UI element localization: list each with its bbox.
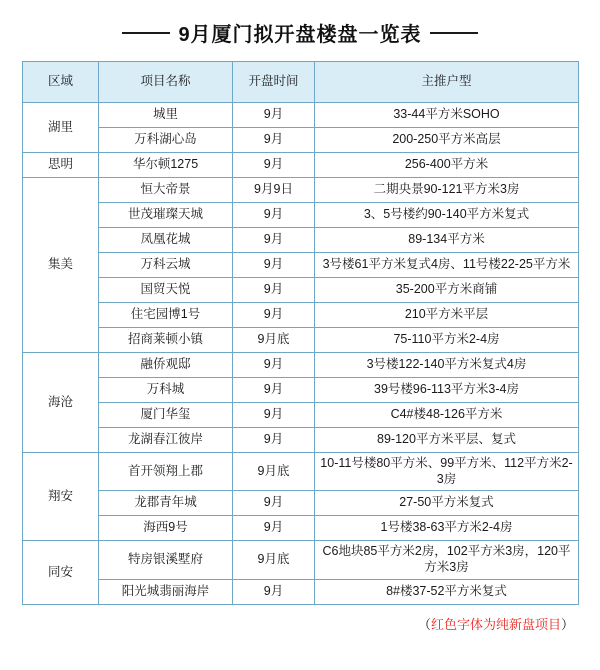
table-header [23, 62, 579, 103]
cell-unit-type: 33-44平方米SOHO [315, 103, 579, 128]
cell-region: 湖里 [23, 103, 99, 153]
table-row [23, 228, 579, 253]
cell-region: 海沧 [23, 353, 99, 453]
table-row [23, 541, 579, 579]
table-row [23, 303, 579, 328]
cell-open-date: 9月 [233, 153, 315, 178]
cell-region: 集美 [23, 178, 99, 353]
cell-open-date: 9月 [233, 278, 315, 303]
cell-unit-type: 210平方米平层 [315, 303, 579, 328]
cell-project-name: 厦门华玺 [99, 403, 233, 428]
cell-unit-type: 3号楼122-140平方米复式4房 [315, 353, 579, 378]
column-header-region: 区域 [23, 62, 99, 103]
cell-project-name: 世茂璀璨天城 [99, 203, 233, 228]
cell-project-name: 城里 [99, 103, 233, 128]
cell-open-date: 9月9日 [233, 178, 315, 203]
cell-project-name: 招商莱顿小镇 [99, 328, 233, 353]
table-row [23, 203, 579, 228]
cell-project-name: 龙郡青年城 [99, 491, 233, 516]
table-row [23, 153, 579, 178]
cell-project-name: 万科云城 [99, 253, 233, 278]
table-row [23, 253, 579, 278]
table-row [23, 428, 579, 453]
cell-unit-type: C6地块85平方米2房，102平方米3房，120平方米3房 [315, 541, 579, 579]
table-row [23, 516, 579, 541]
cell-open-date: 9月底 [233, 453, 315, 491]
cell-unit-type: 1号楼38-63平方米2-4房 [315, 516, 579, 541]
cell-region: 思明 [23, 153, 99, 178]
cell-project-name: 住宅园博1号 [99, 303, 233, 328]
table-row [23, 128, 579, 153]
cell-region: 翔安 [23, 453, 99, 541]
cell-unit-type: 75-110平方米2-4房 [315, 328, 579, 353]
cell-unit-type: 10-11号楼80平方米、99平方米、112平方米2-3房 [315, 453, 579, 491]
cell-unit-type: 89-120平方米平层、复式 [315, 428, 579, 453]
column-header-date: 开盘时间 [233, 62, 315, 103]
cell-open-date: 9月 [233, 253, 315, 278]
footnote-prefix: （ [417, 616, 431, 632]
cell-unit-type: 8#楼37-52平方米复式 [315, 579, 579, 604]
cell-unit-type: 二期央景90-121平方米3房 [315, 178, 579, 203]
cell-unit-type: 256-400平方米 [315, 153, 579, 178]
footnote-red-text: 红色字体为纯新盘项目 [430, 616, 561, 632]
cell-open-date: 9月 [233, 353, 315, 378]
cell-project-name: 华尔顿1275 [99, 153, 233, 178]
table-row [23, 491, 579, 516]
cell-project-name: 龙湖春江彼岸 [99, 428, 233, 453]
footnote-suffix: ） [560, 616, 574, 632]
cell-unit-type: 3号楼61平方米复式4房、11号楼22-25平方米 [315, 253, 579, 278]
table-header-row [23, 62, 579, 103]
cell-unit-type: 200-250平方米高层 [315, 128, 579, 153]
table-row [23, 103, 579, 128]
cell-unit-type: 89-134平方米 [315, 228, 579, 253]
cell-project-name: 海西9号 [99, 516, 233, 541]
document-page [0, 18, 600, 670]
cell-project-name: 阳光城翡丽海岸 [99, 579, 233, 604]
table-row [23, 579, 579, 604]
cell-unit-type: 27-50平方米复式 [315, 491, 579, 516]
table-row [23, 353, 579, 378]
cell-open-date: 9月 [233, 491, 315, 516]
cell-open-date: 9月底 [233, 541, 315, 579]
cell-open-date: 9月底 [233, 328, 315, 353]
cell-project-name: 凤凰花城 [99, 228, 233, 253]
table-row [23, 178, 579, 203]
table-row [23, 278, 579, 303]
cell-open-date: 9月 [233, 128, 315, 153]
table-container [0, 61, 600, 605]
column-header-unit: 主推户型 [315, 62, 579, 103]
page-title: 9月厦门拟开盘楼盘一览表 [178, 24, 422, 46]
footnote [0, 614, 600, 633]
table-body [23, 103, 579, 605]
table-row [23, 378, 579, 403]
table-row [23, 328, 579, 353]
cell-project-name: 万科湖心岛 [99, 128, 233, 153]
cell-open-date: 9月 [233, 103, 315, 128]
cell-unit-type: 35-200平方米商铺 [315, 278, 579, 303]
cell-project-name: 特房银溪墅府 [99, 541, 233, 579]
page-title-row [0, 18, 600, 47]
cell-project-name: 万科城 [99, 378, 233, 403]
cell-open-date: 9月 [233, 579, 315, 604]
cell-project-name: 融侨观邸 [99, 353, 233, 378]
title-rule-left [122, 32, 170, 34]
cell-unit-type: C4#楼48-126平方米 [315, 403, 579, 428]
cell-open-date: 9月 [233, 378, 315, 403]
table-row [23, 403, 579, 428]
cell-project-name: 首开领翔上郡 [99, 453, 233, 491]
column-header-project: 项目名称 [99, 62, 233, 103]
table-row [23, 453, 579, 491]
cell-region: 同安 [23, 541, 99, 604]
cell-project-name: 恒大帝景 [99, 178, 233, 203]
cell-open-date: 9月 [233, 403, 315, 428]
cell-open-date: 9月 [233, 228, 315, 253]
cell-open-date: 9月 [233, 428, 315, 453]
cell-open-date: 9月 [233, 303, 315, 328]
cell-open-date: 9月 [233, 516, 315, 541]
listings-table [22, 61, 579, 605]
cell-unit-type: 3、5号楼约90-140平方米复式 [315, 203, 579, 228]
cell-project-name: 国贸天悦 [99, 278, 233, 303]
cell-unit-type: 39号楼96-113平方米3-4房 [315, 378, 579, 403]
cell-open-date: 9月 [233, 203, 315, 228]
title-rule-right [430, 32, 478, 34]
